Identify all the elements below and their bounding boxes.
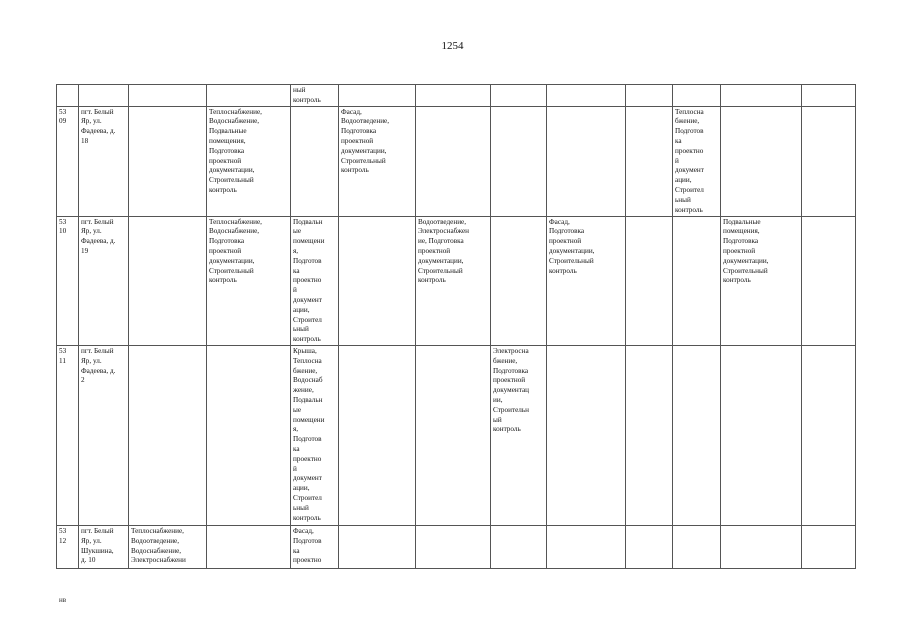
works-cell <box>626 106 673 216</box>
works-cell <box>491 85 547 107</box>
works-cell <box>339 525 416 568</box>
page-number: 1254 <box>441 40 464 52</box>
works-cell <box>491 106 547 216</box>
works-cell: Крыша, Теплосна бжение, Водоснаб жение, Подвальн ые помещени я, Подготов ка проектно й документ ации, Строител ьный контроль <box>291 345 339 525</box>
works-cell <box>416 106 491 216</box>
works-cell <box>626 216 673 345</box>
works-cell <box>339 345 416 525</box>
works-cell <box>802 85 856 107</box>
works-cell <box>802 106 856 216</box>
row-number-cell <box>57 85 79 107</box>
works-cell <box>207 525 291 568</box>
table-row <box>57 106 856 216</box>
address-cell: пгт. Белый Яр, ул. Шукшина, д. 10 <box>79 525 129 568</box>
row-number-cell: 53 10 <box>57 216 79 345</box>
table-row <box>57 85 856 107</box>
works-cell <box>339 85 416 107</box>
works-cell <box>547 85 626 107</box>
works-cell <box>721 106 802 216</box>
table-row <box>57 345 856 525</box>
works-cell <box>491 525 547 568</box>
works-cell <box>626 345 673 525</box>
works-cell <box>129 85 207 107</box>
works-cell <box>416 85 491 107</box>
works-cell <box>673 345 721 525</box>
works-cell <box>129 345 207 525</box>
works-cell <box>207 345 291 525</box>
works-cell: Теплоснабжение, Водоотведение, Водоснабжение, Электроснабжени <box>129 525 207 568</box>
works-cell <box>626 85 673 107</box>
works-cell: Подвальные помещения, Подготовка проектной документации, Строительный контроль <box>721 216 802 345</box>
works-cell <box>673 525 721 568</box>
works-cell <box>673 85 721 107</box>
works-cell <box>802 345 856 525</box>
works-cell <box>802 525 856 568</box>
works-cell <box>547 525 626 568</box>
works-cell: Фасад, Подготовка проектной документации, Строительный контроль <box>547 216 626 345</box>
works-cell: Подвальн ые помещени я, Подготов ка проектно й документ ации, Строител ьный контроль <box>291 216 339 345</box>
works-cell <box>339 216 416 345</box>
works-cell: Фасад, Подготов ка проектно <box>291 525 339 568</box>
row-number-cell: 53 11 <box>57 345 79 525</box>
works-table <box>56 84 856 569</box>
works-cell: Теплоснабжение, Водоснабжение, Подвальные помещения, Подготовка проектной документации, Строительный контроль <box>207 106 291 216</box>
works-cell <box>547 106 626 216</box>
footer-mark: нв <box>59 596 67 604</box>
works-cell <box>416 525 491 568</box>
works-cell <box>416 345 491 525</box>
works-cell: Электросна бжение, Подготовка проектной документац ии, Строительн ый контроль <box>491 345 547 525</box>
works-cell <box>721 345 802 525</box>
works-cell: Теплосна бжение, Подготов ка проектно й документ ации, Строител ьный контроль <box>673 106 721 216</box>
works-cell <box>721 525 802 568</box>
works-cell: Теплоснабжение, Водоснабжение, Подготовка проектной документации, Строительный контроль <box>207 216 291 345</box>
works-cell <box>129 106 207 216</box>
table-row <box>57 216 856 345</box>
row-number-cell: 53 09 <box>57 106 79 216</box>
row-number-cell: 53 12 <box>57 525 79 568</box>
address-cell <box>79 85 129 107</box>
works-cell <box>721 85 802 107</box>
works-cell <box>207 85 291 107</box>
works-cell <box>802 216 856 345</box>
address-cell: пгт. Белый Яр, ул. Фадеева, д. 2 <box>79 345 129 525</box>
works-cell <box>626 525 673 568</box>
works-cell <box>673 216 721 345</box>
address-cell: пгт. Белый Яр, ул. Фадеева, д. 19 <box>79 216 129 345</box>
table-row <box>57 525 856 568</box>
works-cell: Водоотведение, Электроснабжен ие, Подготовка проектной документации, Строительный контроль <box>416 216 491 345</box>
works-cell: ный контроль <box>291 85 339 107</box>
works-cell: Фасад, Водоотведение, Подготовка проектной документации, Строительный контроль <box>339 106 416 216</box>
works-cell <box>491 216 547 345</box>
works-cell <box>291 106 339 216</box>
address-cell: пгт. Белый Яр, ул. Фадеева, д. 18 <box>79 106 129 216</box>
works-cell <box>547 345 626 525</box>
works-cell <box>129 216 207 345</box>
